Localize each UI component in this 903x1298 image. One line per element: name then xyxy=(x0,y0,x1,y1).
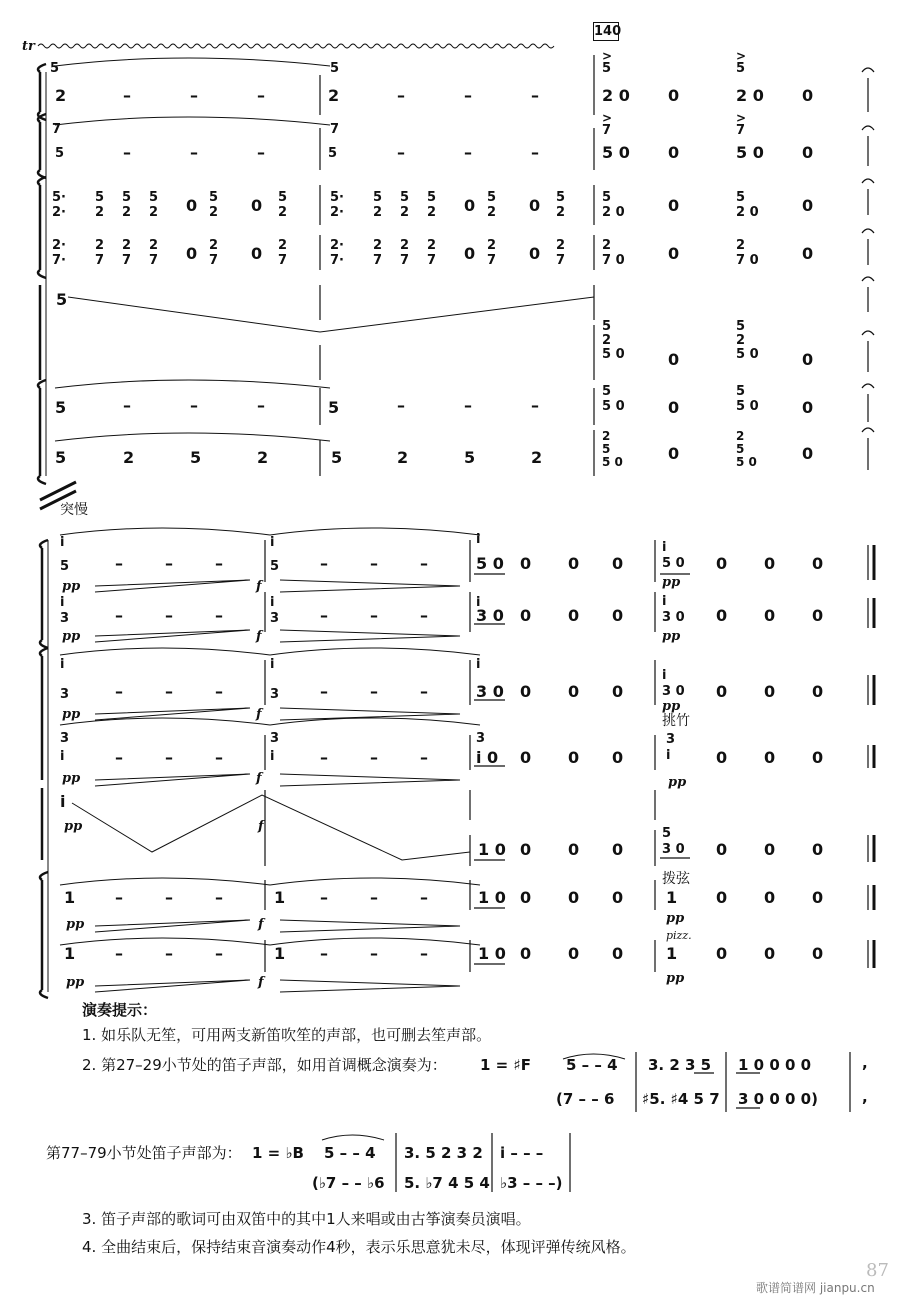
technique-label: pizz. xyxy=(666,929,692,942)
s2-staff7-m: – xyxy=(215,944,223,963)
ex1-line2: ♯5. ♯4 5 7 xyxy=(642,1090,720,1108)
s2-staff5-m3: 0 xyxy=(612,840,624,859)
ex1-punct: , xyxy=(862,1054,868,1072)
s2-staff1-m4: i 5 0 xyxy=(662,540,685,571)
dynamic-pp: pp xyxy=(62,771,81,786)
s2-staff3-m4: 0 xyxy=(764,682,776,701)
s2-staff6-m3: 0 xyxy=(520,888,532,907)
s1-staff4-cell: 0 xyxy=(251,244,263,263)
s2-staff7-m: – xyxy=(165,944,173,963)
s2-staff6-m: – xyxy=(370,888,378,907)
s2-staff2-m: – xyxy=(370,606,378,625)
s1-staff3-cell: 5· 2· xyxy=(330,190,344,220)
dynamic-f: f xyxy=(256,579,262,594)
s1-staff2-top: 7 xyxy=(52,122,62,137)
s1-staff7-m2: 5 xyxy=(328,398,340,417)
accent-mark: > xyxy=(602,49,613,63)
s1-staff8-m2: 2 xyxy=(397,448,409,467)
s2-staff3-m: – xyxy=(215,682,223,701)
s1-staff2-m3: 0 xyxy=(668,143,680,162)
s1-staff2-m3: 0 xyxy=(802,143,814,162)
dynamic-f: f xyxy=(256,629,262,644)
s1-staff3-cell: 5 2 xyxy=(556,190,566,220)
s1-staff1-accent-note: 5 xyxy=(736,61,746,76)
s1-staff3-cell: 5· 2· xyxy=(52,190,66,220)
s1-staff7-m1: – xyxy=(190,396,198,415)
s2-staff4-m: – xyxy=(320,748,328,767)
s2-staff1-m4: 0 xyxy=(764,554,776,573)
s1-staff2-m2-note: 5 xyxy=(328,146,338,161)
ex2-key: 1 = ♭B xyxy=(252,1144,304,1162)
s2-staff3-m3: 0 xyxy=(568,682,580,701)
s2-staff4-m: – xyxy=(420,748,428,767)
s2-staff2-top: i xyxy=(476,595,481,610)
s2-staff4-m: i xyxy=(60,749,65,764)
s1-staff7-m3: 5 5 0 xyxy=(602,384,625,414)
s1-staff1-m2-dash: – xyxy=(464,86,472,105)
s2-staff6-m: 1 xyxy=(274,888,286,907)
s2-staff4-m4: 0 xyxy=(764,748,776,767)
s2-staff4-m: – xyxy=(370,748,378,767)
s1-staff3-cell: 5 2 xyxy=(95,190,105,220)
s2-staff6-m: – xyxy=(115,888,123,907)
s1-staff1-m3: 2 0 xyxy=(736,86,764,105)
s2-staff2-m: – xyxy=(320,606,328,625)
s1-staff1-m3: 2 0 xyxy=(602,86,630,105)
s1-staff6-m3: 5 2 5 0 xyxy=(602,319,625,362)
s1-staff3-m3: 5 2 0 xyxy=(736,190,759,220)
s1-staff8-m3: 0 xyxy=(668,444,680,463)
ex1-line1: 5 – – 4 xyxy=(566,1056,618,1074)
s2-staff1-m: – xyxy=(165,554,173,573)
s2-staff5-m4: 0 xyxy=(764,840,776,859)
s2-staff6-m4: 1 xyxy=(666,888,678,907)
ex2-line2: ♭3 – – –) xyxy=(500,1174,563,1192)
s1-staff1-m2-dash: – xyxy=(397,86,405,105)
ex1-line2: (7 – – 6 xyxy=(556,1090,615,1108)
s2-staff3-m: 3 xyxy=(60,687,70,702)
dynamic-pp: pp xyxy=(62,579,81,594)
s1-staff1-tie-note2: 5 xyxy=(330,61,340,76)
s1-staff8-m1: 5 xyxy=(55,448,67,467)
s2-staff6-m: 1 xyxy=(64,888,76,907)
technique-label: 挑竹 xyxy=(662,713,690,729)
s2-staff3-top: i xyxy=(60,657,65,672)
s2-staff3-m: – xyxy=(165,682,173,701)
s2-staff7-m: – xyxy=(115,944,123,963)
s2-staff6-m4: 0 xyxy=(812,888,824,907)
s1-staff3-cell: 0 xyxy=(464,196,476,215)
s2-staff1-m4: 0 xyxy=(812,554,824,573)
s1-staff8-m1: 2 xyxy=(257,448,269,467)
s2-staff3-m4: 0 xyxy=(716,682,728,701)
page-number: 87 xyxy=(866,1260,889,1281)
s1-staff6-m3: 0 xyxy=(802,350,814,369)
s1-staff4-m3: 0 xyxy=(668,244,680,263)
s2-staff7-m3: 0 xyxy=(568,944,580,963)
watermark: 歌谱简谱网 jianpu.cn xyxy=(756,1281,875,1295)
s2-staff4-top: 3 xyxy=(60,731,70,746)
s2-staff2-m: – xyxy=(115,606,123,625)
ex2-line1: 3. 5 2 3 2 xyxy=(404,1144,483,1162)
s2-staff5-start: i xyxy=(60,792,66,811)
notes-item-3: 3. 笛子声部的歌词可由双笛中的其中1人来唱或由古筝演奏员演唱。 xyxy=(82,1210,531,1228)
s2-staff1-m: – xyxy=(370,554,378,573)
s1-staff8-m2: 5 xyxy=(464,448,476,467)
s1-staff4-cell: 2 7 xyxy=(400,238,410,268)
s1-staff4-m3: 2 7 0 xyxy=(736,238,759,268)
dynamic-pp: pp xyxy=(666,911,685,926)
s2-staff5-m3: 0 xyxy=(568,840,580,859)
s1-staff4-cell: 2 7 xyxy=(95,238,105,268)
s2-staff3-m3: 3 0 xyxy=(476,682,504,701)
s2-staff2-m3: 0 xyxy=(520,606,532,625)
s2-staff6-m: – xyxy=(215,888,223,907)
dynamic-pp: pp xyxy=(62,629,81,644)
s2-staff1-top: i xyxy=(270,535,275,550)
notes-item-1: 1. 如乐队无笙，可用两支新笛吹笙的声部，也可删去笙声部。 xyxy=(82,1026,492,1044)
s2-staff4-m4: 0 xyxy=(812,748,824,767)
s2-staff2-m4: 0 xyxy=(812,606,824,625)
s2-staff1-m3: 0 xyxy=(568,554,580,573)
accent-mark: > xyxy=(602,111,613,125)
dynamic-pp: pp xyxy=(66,975,85,990)
s2-staff5-m4: 5 3 0 xyxy=(662,826,685,857)
s1-staff7-m2: – xyxy=(464,396,472,415)
s1-staff4-cell: 2· 7· xyxy=(52,238,66,268)
s1-staff3-cell: 5 2 xyxy=(122,190,132,220)
s1-staff7-m2: – xyxy=(531,396,539,415)
s1-staff3-m3: 5 2 0 xyxy=(602,190,625,220)
dynamic-pp: pp xyxy=(662,629,681,644)
s1-staff7-m1: – xyxy=(123,396,131,415)
s2-staff7-m4: 0 xyxy=(812,944,824,963)
s2-staff4-m: i xyxy=(270,749,275,764)
s1-staff2-m2-dash: – xyxy=(464,143,472,162)
s2-staff2-m3: 0 xyxy=(612,606,624,625)
ex1-line2: 3 0 0 0 0) xyxy=(738,1090,818,1108)
dynamic-f: f xyxy=(258,975,264,990)
s2-staff2-top: i xyxy=(60,595,65,610)
s2-staff7-m: 1 xyxy=(274,944,286,963)
s1-staff4-m3: 2 7 0 xyxy=(602,238,625,268)
s2-staff7-m3: 1 0 xyxy=(478,944,506,963)
dynamic-pp: pp xyxy=(666,971,685,986)
s1-staff8-m1: 5 xyxy=(190,448,202,467)
notes-title: 演奏提示： xyxy=(82,1001,158,1019)
ex1-key: 1 = ♯F xyxy=(480,1056,531,1074)
s1-staff8-m2: 5 xyxy=(331,448,343,467)
dynamic-pp: pp xyxy=(66,917,85,932)
s2-staff4-m: – xyxy=(215,748,223,767)
ex1-line1: 3. 2 3 5 xyxy=(648,1056,712,1074)
s2-staff5-m4: 0 xyxy=(716,840,728,859)
s2-staff4-m3: 0 xyxy=(520,748,532,767)
s1-staff4-m3: 0 xyxy=(802,244,814,263)
s2-staff1-m: – xyxy=(115,554,123,573)
s2-staff6-m4: 0 xyxy=(764,888,776,907)
s2-staff1-top: i xyxy=(476,532,481,547)
dynamic-pp: pp xyxy=(62,707,81,722)
s2-staff6-m4: 0 xyxy=(716,888,728,907)
s2-staff3-top: i xyxy=(476,657,481,672)
s2-staff2-m: 3 xyxy=(270,611,280,626)
s2-staff1-m: – xyxy=(215,554,223,573)
s1-staff4-cell: 2 7 xyxy=(373,238,383,268)
s1-staff3-cell: 5 2 xyxy=(149,190,159,220)
ex2-line1: 5 – – 4 xyxy=(324,1144,376,1162)
s1-staff3-cell: 5 2 xyxy=(373,190,383,220)
s2-staff2-m: – xyxy=(215,606,223,625)
s1-staff1-accent-note: 5 xyxy=(602,61,612,76)
s1-staff3-m3: 0 xyxy=(668,196,680,215)
s2-staff4-top: 3 xyxy=(270,731,280,746)
dynamic-f: f xyxy=(258,917,264,932)
s1-staff7-m1: – xyxy=(257,396,265,415)
s2-staff3-m: 3 xyxy=(270,687,280,702)
s2-staff3-m: – xyxy=(115,682,123,701)
s1-staff4-cell: 2 7 xyxy=(122,238,132,268)
s1-staff1-m1-note: 2 xyxy=(55,86,67,105)
s2-staff6-m: – xyxy=(320,888,328,907)
s2-staff2-m: – xyxy=(165,606,173,625)
accent-mark: > xyxy=(736,111,747,125)
s1-staff3-cell: 5 2 xyxy=(209,190,219,220)
s2-staff4-m4: 3 i xyxy=(666,732,676,763)
s2-staff1-m: – xyxy=(420,554,428,573)
s2-staff5-m4: 0 xyxy=(812,840,824,859)
ex2-line1: i – – – xyxy=(500,1144,544,1162)
s2-staff2-m4: i 3 0 xyxy=(662,594,685,625)
s2-staff1-top: i xyxy=(60,535,65,550)
s2-staff7-m: – xyxy=(420,944,428,963)
s1-staff7-m1: 5 xyxy=(55,398,67,417)
s2-staff5-m3: 1 0 xyxy=(478,840,506,859)
s2-staff6-m: – xyxy=(165,888,173,907)
s2-staff1-m: 5 xyxy=(60,559,70,574)
s1-staff2-m1-dash: – xyxy=(257,143,265,162)
tempo-marking: 突慢 xyxy=(60,502,88,518)
dynamic-pp: pp xyxy=(668,775,687,790)
s2-staff2-top: i xyxy=(270,595,275,610)
s1-staff2-m1-dash: – xyxy=(190,143,198,162)
s1-staff3-cell: 0 xyxy=(186,196,198,215)
s1-staff2-m3: 5 0 xyxy=(602,143,630,162)
s2-staff4-m3: 0 xyxy=(568,748,580,767)
ex2-line2: (♭7 – – ♭6 xyxy=(312,1174,385,1192)
s1-staff4-cell: 2 7 xyxy=(278,238,288,268)
s2-staff1-m: – xyxy=(320,554,328,573)
s1-staff4-cell: 2 7 xyxy=(149,238,159,268)
notes-item-2: 2. 第27–29小节处的笛子声部，如用首调概念演奏为： xyxy=(82,1056,447,1074)
s1-staff1-m1-dash: – xyxy=(190,86,198,105)
s1-staff1-m3: 0 xyxy=(668,86,680,105)
dynamic-f: f xyxy=(258,819,264,834)
s1-staff3-cell: 0 xyxy=(529,196,541,215)
s2-staff4-m: – xyxy=(165,748,173,767)
dynamic-pp: pp xyxy=(662,699,681,714)
s1-staff8-m2: 2 xyxy=(531,448,543,467)
s1-staff7-m3: 0 xyxy=(802,398,814,417)
notes-item-ex2: 第77–79小节处笛子声部为： xyxy=(46,1144,242,1162)
s1-staff7-m3: 5 5 0 xyxy=(736,384,759,414)
s2-staff2-m: 3 xyxy=(60,611,70,626)
s2-staff7-m: 1 xyxy=(64,944,76,963)
s1-staff1-tie-note: 5 xyxy=(50,61,60,76)
s2-staff1-m3: 0 xyxy=(612,554,624,573)
s1-staff8-m3: 2 5 5 0 xyxy=(602,429,623,469)
s1-staff2-accent-note: 7 xyxy=(602,123,612,138)
dynamic-f: f xyxy=(256,707,262,722)
s2-staff6-m3: 0 xyxy=(568,888,580,907)
s2-staff4-top: 3 xyxy=(476,731,486,746)
s2-staff2-m4: 0 xyxy=(764,606,776,625)
s2-staff6-m3: 0 xyxy=(612,888,624,907)
s1-staff3-cell: 5 2 xyxy=(400,190,410,220)
s2-staff7-m4: 1 xyxy=(666,944,678,963)
dynamic-pp: pp xyxy=(64,819,83,834)
s2-staff1-m4: 0 xyxy=(716,554,728,573)
s2-staff7-m4: 0 xyxy=(716,944,728,963)
s1-staff2-m1-note: 5 xyxy=(55,146,65,161)
s1-staff3-cell: 5 2 xyxy=(487,190,497,220)
s2-staff3-m: – xyxy=(320,682,328,701)
s2-staff4-m3: 0 xyxy=(612,748,624,767)
s1-staff2-m1-dash: – xyxy=(123,143,131,162)
s2-staff4-m: – xyxy=(115,748,123,767)
accent-mark: > xyxy=(736,49,747,63)
s1-staff4-cell: 2 7 xyxy=(209,238,219,268)
s1-staff1-m1-dash: – xyxy=(257,86,265,105)
s1-staff4-row xyxy=(330,238,590,270)
s2-staff7-m3: 0 xyxy=(520,944,532,963)
s2-staff3-m: – xyxy=(420,682,428,701)
s1-staff2-accent-note: 7 xyxy=(736,123,746,138)
s2-staff7-m3: 0 xyxy=(612,944,624,963)
s1-staff1-m2-note: 2 xyxy=(328,86,340,105)
s2-staff7-m: – xyxy=(370,944,378,963)
s2-staff6-m3: 1 0 xyxy=(478,888,506,907)
s1-staff4-cell: 0 xyxy=(464,244,476,263)
s1-staff3-cell: 5 2 xyxy=(278,190,288,220)
s2-staff1-m3: 0 xyxy=(520,554,532,573)
s1-staff3-cell: 5 2 xyxy=(427,190,437,220)
s2-staff3-m3: 0 xyxy=(612,682,624,701)
s2-staff7-m4: 0 xyxy=(764,944,776,963)
ex1-punct: , xyxy=(862,1088,868,1106)
s1-staff1-m1-dash: – xyxy=(123,86,131,105)
s1-staff8-m3: 0 xyxy=(802,444,814,463)
dynamic-f: f xyxy=(256,771,262,786)
s1-staff8-m1: 2 xyxy=(123,448,135,467)
s1-staff5-note: 5 xyxy=(56,290,68,309)
dynamic-pp: pp xyxy=(662,575,681,590)
s1-staff1-m2-dash: – xyxy=(531,86,539,105)
notes-item-4: 4. 全曲结束后，保持结束音演奏动作4秒，表示乐思意犹未尽，体现评弹传统风格。 xyxy=(82,1238,636,1256)
s1-staff2-m2-dash: – xyxy=(397,143,405,162)
s2-staff3-m: – xyxy=(370,682,378,701)
s1-staff6-m3: 5 2 5 0 xyxy=(736,319,759,362)
s2-staff6-m: – xyxy=(420,888,428,907)
s1-staff4-cell: 2 7 xyxy=(427,238,437,268)
s2-staff4-m3: i 0 xyxy=(476,748,499,767)
s1-staff3-row xyxy=(330,190,590,222)
s1-staff4-cell: 0 xyxy=(529,244,541,263)
s2-staff3-m4: i 3 0 xyxy=(662,668,685,699)
ex2-line2: 5. ♭7 4 5 4 xyxy=(404,1174,490,1192)
s2-staff2-m4: 0 xyxy=(716,606,728,625)
s2-staff2-m3: 3 0 xyxy=(476,606,504,625)
rehearsal-mark: 140 xyxy=(594,24,622,39)
technique-label: 拨弦 xyxy=(662,871,690,887)
s2-staff1-m3: 5 0 xyxy=(476,554,504,573)
s1-staff2-m2-dash: – xyxy=(531,143,539,162)
s2-staff2-m3: 0 xyxy=(568,606,580,625)
s2-staff3-m4: 0 xyxy=(812,682,824,701)
s1-staff2-top: 7 xyxy=(330,122,340,137)
s2-staff7-m: – xyxy=(320,944,328,963)
s1-staff6-m3: 0 xyxy=(668,350,680,369)
s1-staff4-cell: 2 7 xyxy=(556,238,566,268)
s1-staff4-cell: 2· 7· xyxy=(330,238,344,268)
s1-staff7-m3: 0 xyxy=(668,398,680,417)
s1-staff4-cell: 0 xyxy=(186,244,198,263)
s1-staff4-cell: 2 7 xyxy=(487,238,497,268)
ex1-line1: 1 0 0 0 0 xyxy=(738,1056,812,1074)
s1-staff3-cell: 0 xyxy=(251,196,263,215)
s1-staff1-m3: 0 xyxy=(802,86,814,105)
s2-staff4-m4: 0 xyxy=(716,748,728,767)
trill-mark: tr xyxy=(22,39,35,54)
s1-staff7-m2: – xyxy=(397,396,405,415)
s2-staff3-top: i xyxy=(270,657,275,672)
s2-staff1-m: 5 xyxy=(270,559,280,574)
s1-staff3-m3: 0 xyxy=(802,196,814,215)
s1-staff2-m3: 5 0 xyxy=(736,143,764,162)
s2-staff5-m3: 0 xyxy=(520,840,532,859)
s2-staff2-m: – xyxy=(420,606,428,625)
s1-staff8-m3: 2 5 5 0 xyxy=(736,429,757,469)
s2-staff3-m3: 0 xyxy=(520,682,532,701)
